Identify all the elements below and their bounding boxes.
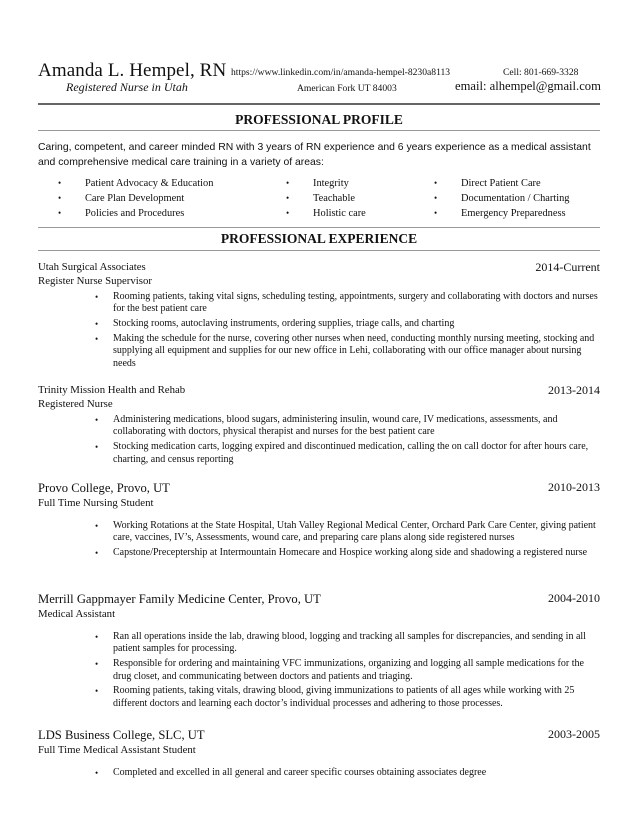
job-dates: 2004-2010 (548, 591, 600, 605)
job-title: Full Time Nursing Student (38, 497, 154, 509)
candidate-role: Registered Nurse in Utah (66, 80, 188, 94)
job-dates: 2010-2013 (548, 480, 600, 494)
skill-label: Teachable (313, 193, 355, 204)
job-bullets (38, 414, 600, 466)
candidate-location: American Fork UT 84003 (297, 83, 397, 94)
bullet-icon: • (95, 442, 99, 453)
bullet-icon: • (286, 208, 290, 218)
job-entry-lds-business-college (38, 727, 600, 782)
job-dates: 2003-2005 (548, 727, 600, 741)
job-organization: Trinity Mission Health and Rehab (38, 384, 186, 396)
job-bullets (38, 291, 600, 370)
bullet-text: Administering medications, blood sugars, administering insulin, wound care, IV medications, assessments, and collaborating with doctors, physical therapist and nurses for the best patient care (113, 414, 558, 438)
bullet-icon: • (58, 178, 62, 188)
skills-column-1 (58, 176, 213, 221)
bullet-icon: • (58, 193, 62, 203)
skill-item (434, 206, 570, 221)
job-entry-trinity-mission (38, 383, 600, 468)
bullet-text: Capstone/Preceptership at Intermountain Homecare and Hospice working along side and shadowing a registered nurse (113, 547, 588, 559)
bullet-text: Completed and excelled in all general and career specific courses obtaining associates degree (113, 767, 487, 778)
job-title: Full Time Medical Assistant Student (38, 744, 196, 756)
job-entry-utah-surgical (38, 260, 600, 373)
bullet-icon: • (95, 521, 99, 531)
job-bullets (38, 767, 600, 779)
skill-label: Care Plan Development (85, 193, 185, 204)
bullet-icon: • (95, 548, 99, 559)
bullet-text: Rooming patients, taking vitals, drawing blood, giving immunizations to patients of all ages while working with 25 different doctors and learning each doctor’s individual processes and adhering to those processes. (113, 685, 575, 709)
job-organization: Merrill Gappmayer Family Medicine Center, Provo, UT (38, 592, 321, 606)
bullet-icon: • (58, 208, 62, 218)
job-entry-provo-college (38, 480, 600, 562)
job-bullets (38, 520, 600, 560)
skill-item (58, 206, 213, 221)
bullet-icon: • (434, 178, 438, 188)
header-divider (38, 103, 600, 105)
experience-top-divider (38, 227, 600, 228)
profile-section-title: PROFESSIONAL PROFILE (235, 112, 403, 127)
bullet-icon: • (95, 319, 99, 330)
skill-label: Policies and Procedures (85, 208, 185, 219)
list-item (38, 520, 600, 545)
skill-label: Emergency Preparedness (461, 208, 566, 219)
bullet-text: Responsible for ordering and maintaining VFC immunizations, organizing and logging all sample medications for the drug closet, and communicating between doctors and patients and triaging. (113, 658, 584, 682)
profile-title-divider (38, 130, 600, 131)
bullet-icon: • (95, 659, 99, 670)
job-organization: LDS Business College, SLC, UT (38, 728, 205, 742)
job-title: Register Nurse Supervisor (38, 275, 152, 287)
list-item (38, 291, 600, 316)
skill-item (58, 191, 213, 206)
cell-phone: Cell: 801-669-3328 (503, 67, 579, 78)
bullet-icon: • (95, 415, 99, 425)
profile-summary: Caring, competent, and career minded RN with 3 years of RN experience and 6 years experience as a medical assistant and comprehensive medical care training in a variety of areas: (38, 142, 591, 168)
list-item (38, 685, 600, 710)
bullet-text: Working Rotations at the State Hospital, Utah Valley Regional Medical Center, Orchard Park Care Center, giving patient care, vaccines, IV’s, Assessments, wound care, and preparing care plans along side registered nurses (113, 520, 596, 544)
bullet-text: Stocking rooms, autoclaving instruments, ordering supplies, triage calls, and charting (113, 318, 455, 330)
list-item (38, 414, 600, 439)
bullet-icon: • (95, 292, 99, 302)
bullet-icon: • (286, 178, 290, 188)
list-item (38, 631, 600, 656)
bullet-icon: • (434, 193, 438, 203)
skill-label: Documentation / Charting (461, 193, 570, 204)
list-item (38, 333, 600, 370)
skills-column-2 (286, 176, 366, 221)
linkedin-url[interactable]: https://www.linkedin.com/in/amanda-hempel-8230a8113 (231, 67, 451, 78)
skills-column-3 (434, 176, 570, 221)
job-bullets (38, 631, 600, 710)
bullet-icon: • (95, 686, 99, 697)
job-dates: 2013-2014 (548, 383, 600, 397)
experience-title-divider (38, 250, 600, 251)
list-item (38, 318, 600, 330)
bullet-text: Making the schedule for the nurse, covering other nurses when need, conducting monthly nursing meeting, stocking and supplying all equipment and supplies for our new office in Lehi, collaborating with our office manager about nursing needs (113, 333, 595, 369)
bullet-text: Ran all operations inside the lab, drawing blood, logging and tracking all samples for discrepancies, and sending in all patient samples for processing. (113, 631, 586, 655)
skill-item (286, 176, 366, 191)
candidate-email[interactable]: email: alhempel@gmail.com (455, 79, 601, 93)
job-organization: Utah Surgical Associates (38, 261, 146, 273)
list-item (38, 658, 600, 683)
skill-item (434, 191, 570, 206)
skill-label: Direct Patient Care (461, 178, 541, 189)
list-item (38, 547, 600, 559)
job-dates: 2014-Current (535, 260, 600, 274)
skill-label: Holistic care (313, 208, 366, 219)
skill-item (286, 191, 366, 206)
job-title: Registered Nurse (38, 398, 113, 410)
skill-item (58, 176, 213, 191)
bullet-icon: • (95, 334, 99, 344)
bullet-icon: • (286, 193, 290, 203)
job-title: Medical Assistant (38, 608, 116, 620)
bullet-text: Rooming patients, taking vital signs, scheduling testing, appointments, surgery and collaborating with doctors and nurses for the best patient care (113, 291, 598, 315)
skill-label: Integrity (313, 178, 349, 189)
job-entry-merrill-gappmayer (38, 591, 600, 713)
list-item (38, 441, 600, 466)
skill-item (286, 206, 366, 221)
skill-item (434, 176, 570, 191)
list-item (38, 767, 600, 779)
experience-section-title: PROFESSIONAL EXPERIENCE (220, 231, 418, 246)
bullet-icon: • (95, 768, 99, 778)
bullet-text: Stocking medication carts, logging expired and discontinued medication, calling the on call doctor for after hours care, charting, and census reporting (113, 441, 589, 465)
bullet-icon: • (95, 632, 99, 642)
bullet-icon: • (434, 208, 438, 218)
skill-label: Patient Advocacy & Education (85, 178, 214, 189)
candidate-name: Amanda L. Hempel, RN (38, 60, 227, 81)
job-organization: Provo College, Provo, UT (38, 481, 170, 495)
